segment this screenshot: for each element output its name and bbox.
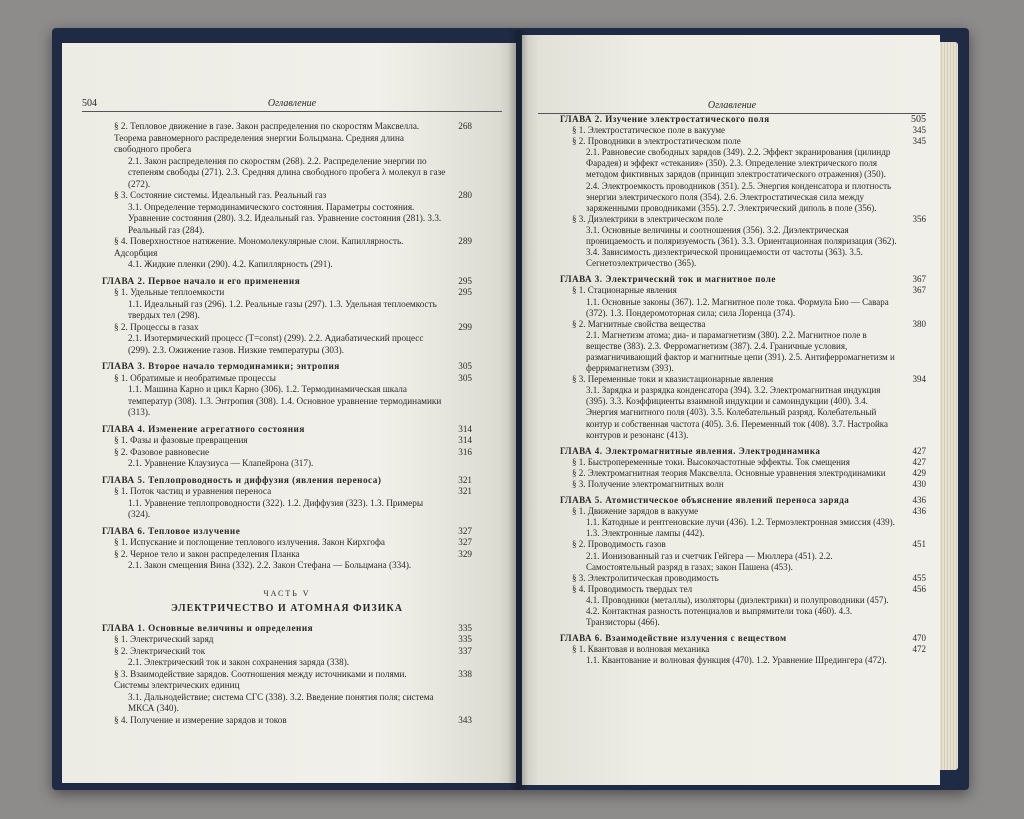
section-title: § 3. Взаимодействие зарядов. Соотношения между источниками и полями. Системы электрических единиц bbox=[114, 668, 407, 690]
toc-section bbox=[560, 136, 926, 147]
left-toc bbox=[102, 121, 472, 726]
toc-subsection-list: 1.1. Уравнение теплопроводности (322). 1.2. Диффузия (323). 1.3. Примеры (324). bbox=[128, 497, 424, 519]
toc-section bbox=[102, 373, 472, 385]
left-page bbox=[62, 43, 516, 783]
toc-section bbox=[102, 669, 472, 692]
toc-section bbox=[560, 457, 926, 468]
toc-chapter bbox=[102, 276, 472, 288]
toc-subsection-list: 2.1. Магнетизм атома; диа- и парамагнетизм (380). 2.2. Магнитное поле в веществе (383). 2.3. Ферромагнетизм (387). 2.4. Граничные условия, размагничивающий фактор и магнитные цепи (391). 2.5. Антиферромагнетизм и ферримагнетизм (393). bbox=[586, 329, 895, 374]
toc-page-number: 289 bbox=[458, 236, 472, 246]
toc-section bbox=[560, 584, 926, 595]
toc-chapter bbox=[560, 446, 926, 457]
toc-page-number: 314 bbox=[458, 435, 472, 445]
toc-section bbox=[560, 539, 926, 550]
toc-page-number: 427 bbox=[912, 456, 926, 467]
toc-subsection-list: 4.1. Жидкие пленки (290). 4.2. Капиллярность (291). bbox=[128, 259, 333, 269]
toc-section bbox=[560, 125, 926, 136]
toc-chapter bbox=[102, 475, 472, 487]
toc-chapter bbox=[102, 424, 472, 436]
toc-subsection-list: 2.1. Равновесие свободных зарядов (349). 2.2. Эффект экранирования (цилиндр Фарадея) и эффект «стекания» (350). 2.3. Определение электрического поля методом фиктивных зарядов (принцип электростатического отражения) (350). 2.4. Электроемкость проводников (351). 2.5. Энергия конденсатора и плотность энергии электрического поля (354). 2.6. Электростатическая сила между заряженными проводниками (355). 2.7. Электрический диполь в поле (356). bbox=[586, 147, 892, 213]
section-title: § 2. Электромагнитная теория Максвелла. Основные уравнения электродинамики bbox=[572, 467, 886, 478]
chapter-title: ГЛАВА 4. Электромагнитные явления. Электродинамика bbox=[560, 445, 821, 456]
toc-page-number: 316 bbox=[458, 446, 472, 457]
section-title: § 2. Проводники в электростатическом поле bbox=[572, 136, 741, 147]
spine-shadow bbox=[508, 30, 528, 790]
section-title: § 4. Получение и измерение зарядов и токов bbox=[114, 714, 287, 725]
section-title: § 1. Поток частиц и уравнения переноса bbox=[114, 486, 272, 496]
toc-page-number: 335 bbox=[458, 634, 472, 644]
toc-chapter bbox=[560, 274, 926, 285]
toc-section bbox=[560, 285, 926, 296]
section-title: § 2. Проводимость газов bbox=[572, 539, 666, 550]
toc-page-number: 436 bbox=[912, 495, 926, 506]
toc-subsection-list: 2.1. Изотермический процесс (T=const) (299). 2.2. Адиабатический процесс (299). 2.3. Ожижение газов. Низкие температуры (303). bbox=[128, 333, 424, 355]
toc-page-number: 329 bbox=[458, 548, 472, 559]
chapter-title: ГЛАВА 1. Основные величины и определения bbox=[102, 622, 314, 633]
toc-subsection-list: 1.1. Основные законы (367). 1.2. Магнитное поле тока. Формула Био — Савара (372). 1.3. Пондеромоторная сила; сила Лоренца (374). bbox=[586, 296, 889, 318]
toc-page-number: 338 bbox=[458, 668, 472, 679]
toc-page-number: 337 bbox=[458, 645, 472, 656]
toc-section bbox=[560, 573, 926, 584]
toc-page-number: 305 bbox=[458, 361, 472, 371]
toc-page-number: 305 bbox=[458, 372, 472, 383]
toc-page-number: 345 bbox=[912, 136, 926, 147]
section-title: § 2. Электрический ток bbox=[114, 645, 206, 656]
toc-chapter bbox=[560, 114, 926, 125]
section-title: § 1. Испускание и поглощение теплового излучения. Закон Кирхгофа bbox=[114, 537, 385, 547]
toc-section bbox=[560, 479, 926, 490]
toc-subsection-list: 4.1. Проводники (металлы), изоляторы (диэлектрики) и полупроводники (457). 4.2. Контактная разность потенциалов и выпрямители тока (460). 4.3. Транзисторы (466). bbox=[586, 594, 889, 628]
toc-subsection-list: 2.1. Уравнение Клаузиуса — Клапейрона (317). bbox=[128, 458, 314, 468]
toc-page-number: 295 bbox=[458, 275, 472, 286]
toc-page-number: 314 bbox=[458, 423, 472, 434]
right-toc bbox=[560, 109, 926, 667]
toc-subsection-list: 3.1. Определение термодинамического состояния. Параметры состояния. Уравнение состояния (280). 3.2. Идеальный газ. Уравнение состояния (281). 3.3. Реальный газ (284). bbox=[128, 201, 442, 235]
section-title: § 1. Электростатическое поле в вакууме bbox=[572, 125, 726, 136]
section-title: § 3. Состояние системы. Идеальный газ. Реальный газ bbox=[114, 190, 327, 200]
toc-section bbox=[102, 634, 472, 646]
toc-subsection-list: 1.1. Машина Карно и цикл Карно (306). 1.2. Термодинамическая шкала температур (308). 1.3. Энтропия (308). 1.4. Основное уравнение термодинамики (313). bbox=[128, 384, 442, 417]
toc-page-number: 470 bbox=[912, 633, 926, 644]
chapter-title: ГЛАВА 6. Тепловое излучение bbox=[102, 525, 241, 536]
toc-section bbox=[102, 549, 472, 561]
toc-subsection-list: 2.1. Электрический ток и закон сохранения заряда (338). bbox=[128, 657, 350, 667]
toc-page-number: 327 bbox=[458, 525, 472, 536]
section-title: § 1. Обратимые и необратимые процессы bbox=[114, 372, 276, 383]
section-title: § 3. Переменные токи и квазистационарные явления bbox=[572, 374, 774, 385]
right-page bbox=[522, 35, 940, 785]
toc-page-number: 321 bbox=[458, 486, 472, 496]
section-title: § 1. Квантовая и волновая механика bbox=[572, 644, 710, 655]
toc-section bbox=[102, 236, 472, 259]
toc-chapter bbox=[102, 623, 472, 635]
chapter-title: ГЛАВА 3. Второе начало термодинамики; энтропия bbox=[102, 361, 340, 371]
part-title: ЭЛЕКТРИЧЕСТВО И АТОМНАЯ ФИЗИКА bbox=[171, 603, 403, 614]
toc-page-number: 345 bbox=[912, 125, 926, 136]
toc-page-number: 429 bbox=[912, 467, 926, 478]
section-title: § 2. Черное тело и закон распределения Планка bbox=[114, 548, 300, 559]
toc-page-number: 380 bbox=[912, 318, 926, 329]
section-title: § 4. Проводимость твердых тел bbox=[572, 583, 693, 594]
chapter-title: ГЛАВА 6. Взаимодействие излучения с веществом bbox=[560, 633, 787, 644]
toc-section bbox=[102, 322, 472, 334]
toc-subsection-list: 3.1. Основные величины и соотношения (356). 3.2. Диэлектрическая проницаемость и поляризуемость (361). 3.3. Ориентационная поляризация (362). 3.4. Зависимость диэлектрической проницаемости от частоты (363). 3.5. Сегнетоэлектричество (365). bbox=[586, 224, 897, 269]
section-title: § 4. Поверхностное натяжение. Мономолекулярные слои. Капиллярность. Адсорбция bbox=[114, 236, 404, 258]
section-title: § 1. Движение зарядов в вакууме bbox=[572, 506, 699, 517]
toc-chapter bbox=[560, 495, 926, 506]
toc-subsection-list: 1.1. Идеальный газ (296). 1.2. Реальные газы (297). 1.3. Удельная теплоемкость твердых тел (298). bbox=[128, 298, 437, 320]
toc-section bbox=[102, 715, 472, 727]
toc-page-number: 455 bbox=[912, 572, 926, 583]
chapter-title: ГЛАВА 5. Теплопроводность и диффузия (явления переноса) bbox=[102, 474, 382, 485]
toc-subsection-list: 2.1. Ионизованный газ и счетчик Гейгера — Мюллера (451). 2.2. Самостоятельный разряд в газах; закон Пашена (453). bbox=[586, 550, 833, 572]
toc-section bbox=[560, 374, 926, 385]
section-title: § 1. Стационарные явления bbox=[572, 285, 677, 296]
toc-subsection-list: 2.1. Закон распределения по скоростям (268). 2.2. Распределение энергии по степеням свободы (271). 2.3. Средняя длина свободного пробега λ молекул в газе (272). bbox=[128, 155, 446, 189]
chapter-title: ГЛАВА 5. Атомистическое объяснение явлений переноса заряда bbox=[560, 495, 850, 506]
section-title: § 2. Процессы в газах bbox=[114, 321, 199, 332]
toc-subsection-list: 3.1. Зарядка и разрядка конденсатора (394). 3.2. Электромагнитная индукция (395). 3.3. Коэффициенты взаимной индукции и самоиндукции (400). 3.4. Энергия магнитного поля (403). 3.5. Колебательный разряд. Колебательный контур и собственная частота (405). 3.6. Переменный ток (408). 3.7. Настройка контуров и резонанс (413). bbox=[586, 385, 889, 440]
toc-page-number: 299 bbox=[458, 321, 472, 332]
toc-page-number: 321 bbox=[458, 474, 472, 485]
toc-page-number: 367 bbox=[912, 274, 926, 285]
toc-section bbox=[102, 486, 472, 498]
left-running-header bbox=[82, 95, 502, 112]
toc-section bbox=[102, 287, 472, 299]
toc-page-number: 436 bbox=[912, 506, 926, 517]
toc-page-number: 268 bbox=[458, 121, 472, 131]
toc-section bbox=[560, 214, 926, 225]
toc-chapter bbox=[102, 361, 472, 373]
toc-section bbox=[560, 468, 926, 479]
section-title: § 3. Диэлектрики в электрическом поле bbox=[572, 213, 723, 224]
toc-page-number: 472 bbox=[912, 644, 926, 655]
toc-section bbox=[560, 319, 926, 330]
toc-page-number: 394 bbox=[912, 374, 926, 385]
toc-page-number: 456 bbox=[912, 583, 926, 594]
toc-page-number: 295 bbox=[458, 287, 472, 297]
right-page-number: 505 bbox=[911, 114, 926, 125]
toc-page-number: 430 bbox=[912, 479, 926, 489]
toc-page-number: 335 bbox=[458, 622, 472, 633]
toc-section bbox=[560, 644, 926, 655]
chapter-title: ГЛАВА 3. Электрический ток и магнитное поле bbox=[560, 274, 776, 285]
toc-chapter bbox=[102, 526, 472, 538]
toc-section bbox=[102, 447, 472, 459]
left-header-title: Оглавление bbox=[267, 98, 317, 109]
toc-page-number: 280 bbox=[458, 190, 472, 200]
toc-subsection-list: 1.1. Квантование и волновая функция (470). 1.2. Уравнение Шредингера (472). bbox=[586, 655, 887, 666]
section-title: § 2. Магнитные свойства вещества bbox=[572, 318, 706, 329]
chapter-title: ГЛАВА 4. Изменение агрегатного состояния bbox=[102, 423, 305, 434]
toc-chapter bbox=[560, 633, 926, 644]
section-title: § 1. Удельные теплоемкости bbox=[114, 287, 225, 297]
part-label: ЧАСТЬ V bbox=[263, 588, 311, 598]
toc-subsection-list: 2.1. Закон смещения Вина (332). 2.2. Закон Стефана — Больцмана (334). bbox=[128, 560, 412, 570]
chapter-title: ГЛАВА 2. Первое начало и его применения bbox=[102, 275, 301, 286]
toc-section bbox=[560, 506, 926, 517]
right-header-title: Оглавление bbox=[707, 100, 757, 111]
section-title: § 3. Электролитическая проводимость bbox=[572, 572, 719, 583]
toc-page-number: 356 bbox=[912, 213, 926, 224]
toc-section bbox=[102, 435, 472, 447]
toc-section bbox=[102, 121, 472, 156]
section-title: § 2. Фазовое равновесие bbox=[114, 446, 210, 457]
toc-section bbox=[102, 190, 472, 202]
toc-subsection-list: 3.1. Дальнодействие; система СГС (338). 3.2. Введение понятия поля; система МКСА (340). bbox=[128, 691, 434, 713]
section-title: § 1. Электрический заряд bbox=[114, 634, 214, 644]
toc-page-number: 451 bbox=[912, 539, 926, 550]
part-heading bbox=[102, 588, 472, 615]
section-title: § 1. Фазы и фазовые превращения bbox=[114, 435, 248, 445]
toc-section bbox=[102, 646, 472, 658]
toc-page-number: 327 bbox=[458, 537, 472, 547]
chapter-title: ГЛАВА 2. Изучение электростатического поля bbox=[560, 114, 770, 124]
section-title: § 1. Быстропеременные токи. Высокочастотные эффекты. Ток смещения bbox=[572, 456, 850, 467]
section-title: § 2. Тепловое движение в газе. Закон распределения по скоростям Максвелла. Теорема равномерного распределения энергии Больцмана. Средняя длина свободного пробега bbox=[114, 121, 420, 154]
toc-page-number: 427 bbox=[912, 445, 926, 456]
left-page-number: 504 bbox=[82, 98, 97, 109]
section-title: § 3. Получение электромагнитных волн bbox=[572, 479, 724, 489]
toc-page-number: 343 bbox=[458, 714, 472, 725]
toc-subsection-list: 1.1. Катодные и рентгеновские лучи (436). 1.2. Термоэлектронная эмиссия (439). 1.3. Электронные лампы (442). bbox=[586, 517, 895, 539]
toc-page-number: 367 bbox=[912, 285, 926, 296]
toc-section bbox=[102, 537, 472, 549]
